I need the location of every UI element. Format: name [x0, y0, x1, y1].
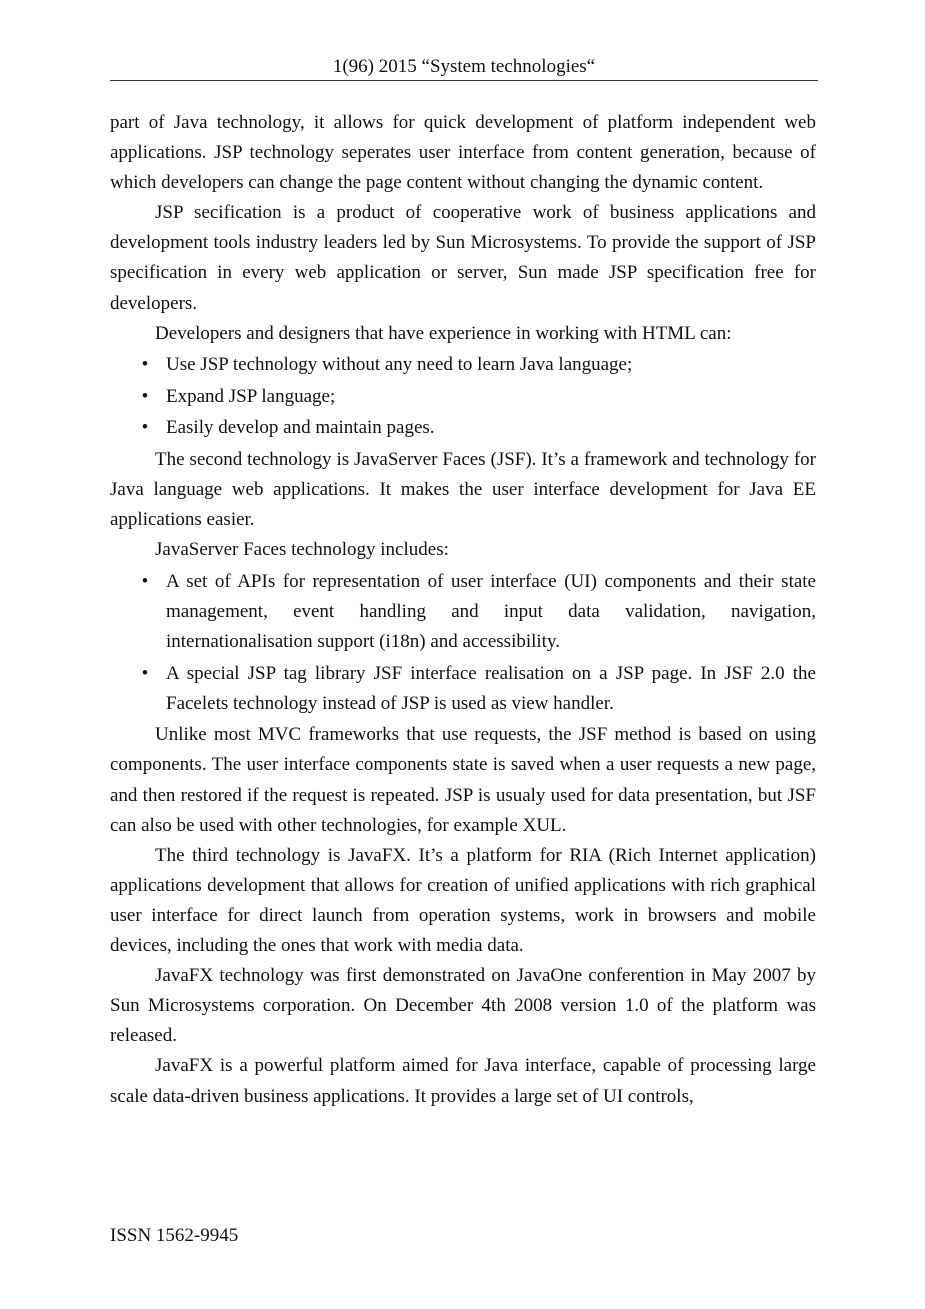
list-item-text: A special JSP tag library JSF interface realisation on a JSP page. In JSF 2.0 the Facelets technology instead of JSP is used as view handler.: [166, 662, 816, 714]
bullet-icon: •: [141, 354, 149, 376]
paragraph-javafx-history: JavaFX technology was first demonstrated on JavaOne conferention in May 2007 by Sun Microsystems corporation. On December 4th 2008 version 1.0 of the platform was released.: [110, 965, 816, 1047]
header-rule: [110, 80, 818, 81]
paragraph-mvc: Unlike most MVC frameworks that use requests, the JSF method is based on using components. The user interface components state is saved when a user requests a new page, and then restored if the request is repeated. JSP is usualy used for data presentation, but JSF can also be used with other technologies, for example XUL.: [110, 724, 816, 836]
bullet-icon: •: [141, 570, 149, 592]
list-item: [110, 382, 816, 412]
paragraph-jsp-specification: JSP secification is a product of cooperative work of business applications and development tools industry leaders led by Sun Microsystems. To provide the support of JSP specification in every web application or server, Sun made JSP specification free for developers.: [110, 202, 816, 314]
bullet-icon: •: [141, 662, 149, 684]
running-header: 1(96) 2015 “System technologies“: [332, 56, 596, 77]
list-item: [110, 413, 816, 443]
paragraph-jsf-intro: The second technology is JavaServer Faces (JSF). It’s a framework and technology for Java language web applications. It makes the user interface development for Java EE applications easier.: [110, 449, 816, 531]
list-item: [110, 567, 816, 657]
bullet-icon: •: [141, 385, 149, 407]
paragraph-javafx-intro: The third technology is JavaFX. It’s a platform for RIA (Rich Internet application) applications development that allows for creation of unified applications with rich graphical user interface for direct launch from operation systems, work in browsers and mobile devices, including the ones that work with media data.: [110, 844, 816, 957]
footer-issn: ISSN 1562-9945: [110, 1225, 239, 1246]
article-body: [110, 108, 816, 1112]
list-item-text: A set of APIs for representation of user interface (UI) components and their state management, event handling and input data validation, navigation, internationalisation support (i18n) and accessibility.: [166, 570, 816, 653]
list-item: [110, 350, 816, 380]
developers-list: [110, 350, 816, 443]
paragraph-continuation: part of Java technology, it allows for quick development of platform independent web applications. JSP technology seperates user interface from content generation, because of which developers can change the page content without changing the dynamic content.: [110, 112, 816, 194]
paragraph-developers-intro: Developers and designers that have experience in working with HTML can:: [155, 322, 732, 344]
paragraph-jsf-includes: JavaServer Faces technology includes:: [155, 539, 449, 561]
paragraph-javafx-platform: JavaFX is a powerful platform aimed for Java interface, capable of processing large scale data-driven business applications. It provides a large set of UI controls,: [110, 1055, 816, 1107]
list-item-text: Expand JSP language;: [166, 385, 336, 407]
list-item: [110, 659, 816, 719]
list-item-text: Easily develop and maintain pages.: [166, 417, 435, 439]
bullet-icon: •: [141, 417, 149, 439]
list-item-text: Use JSP technology without any need to learn Java language;: [166, 354, 633, 376]
jsf-list: [110, 567, 816, 719]
